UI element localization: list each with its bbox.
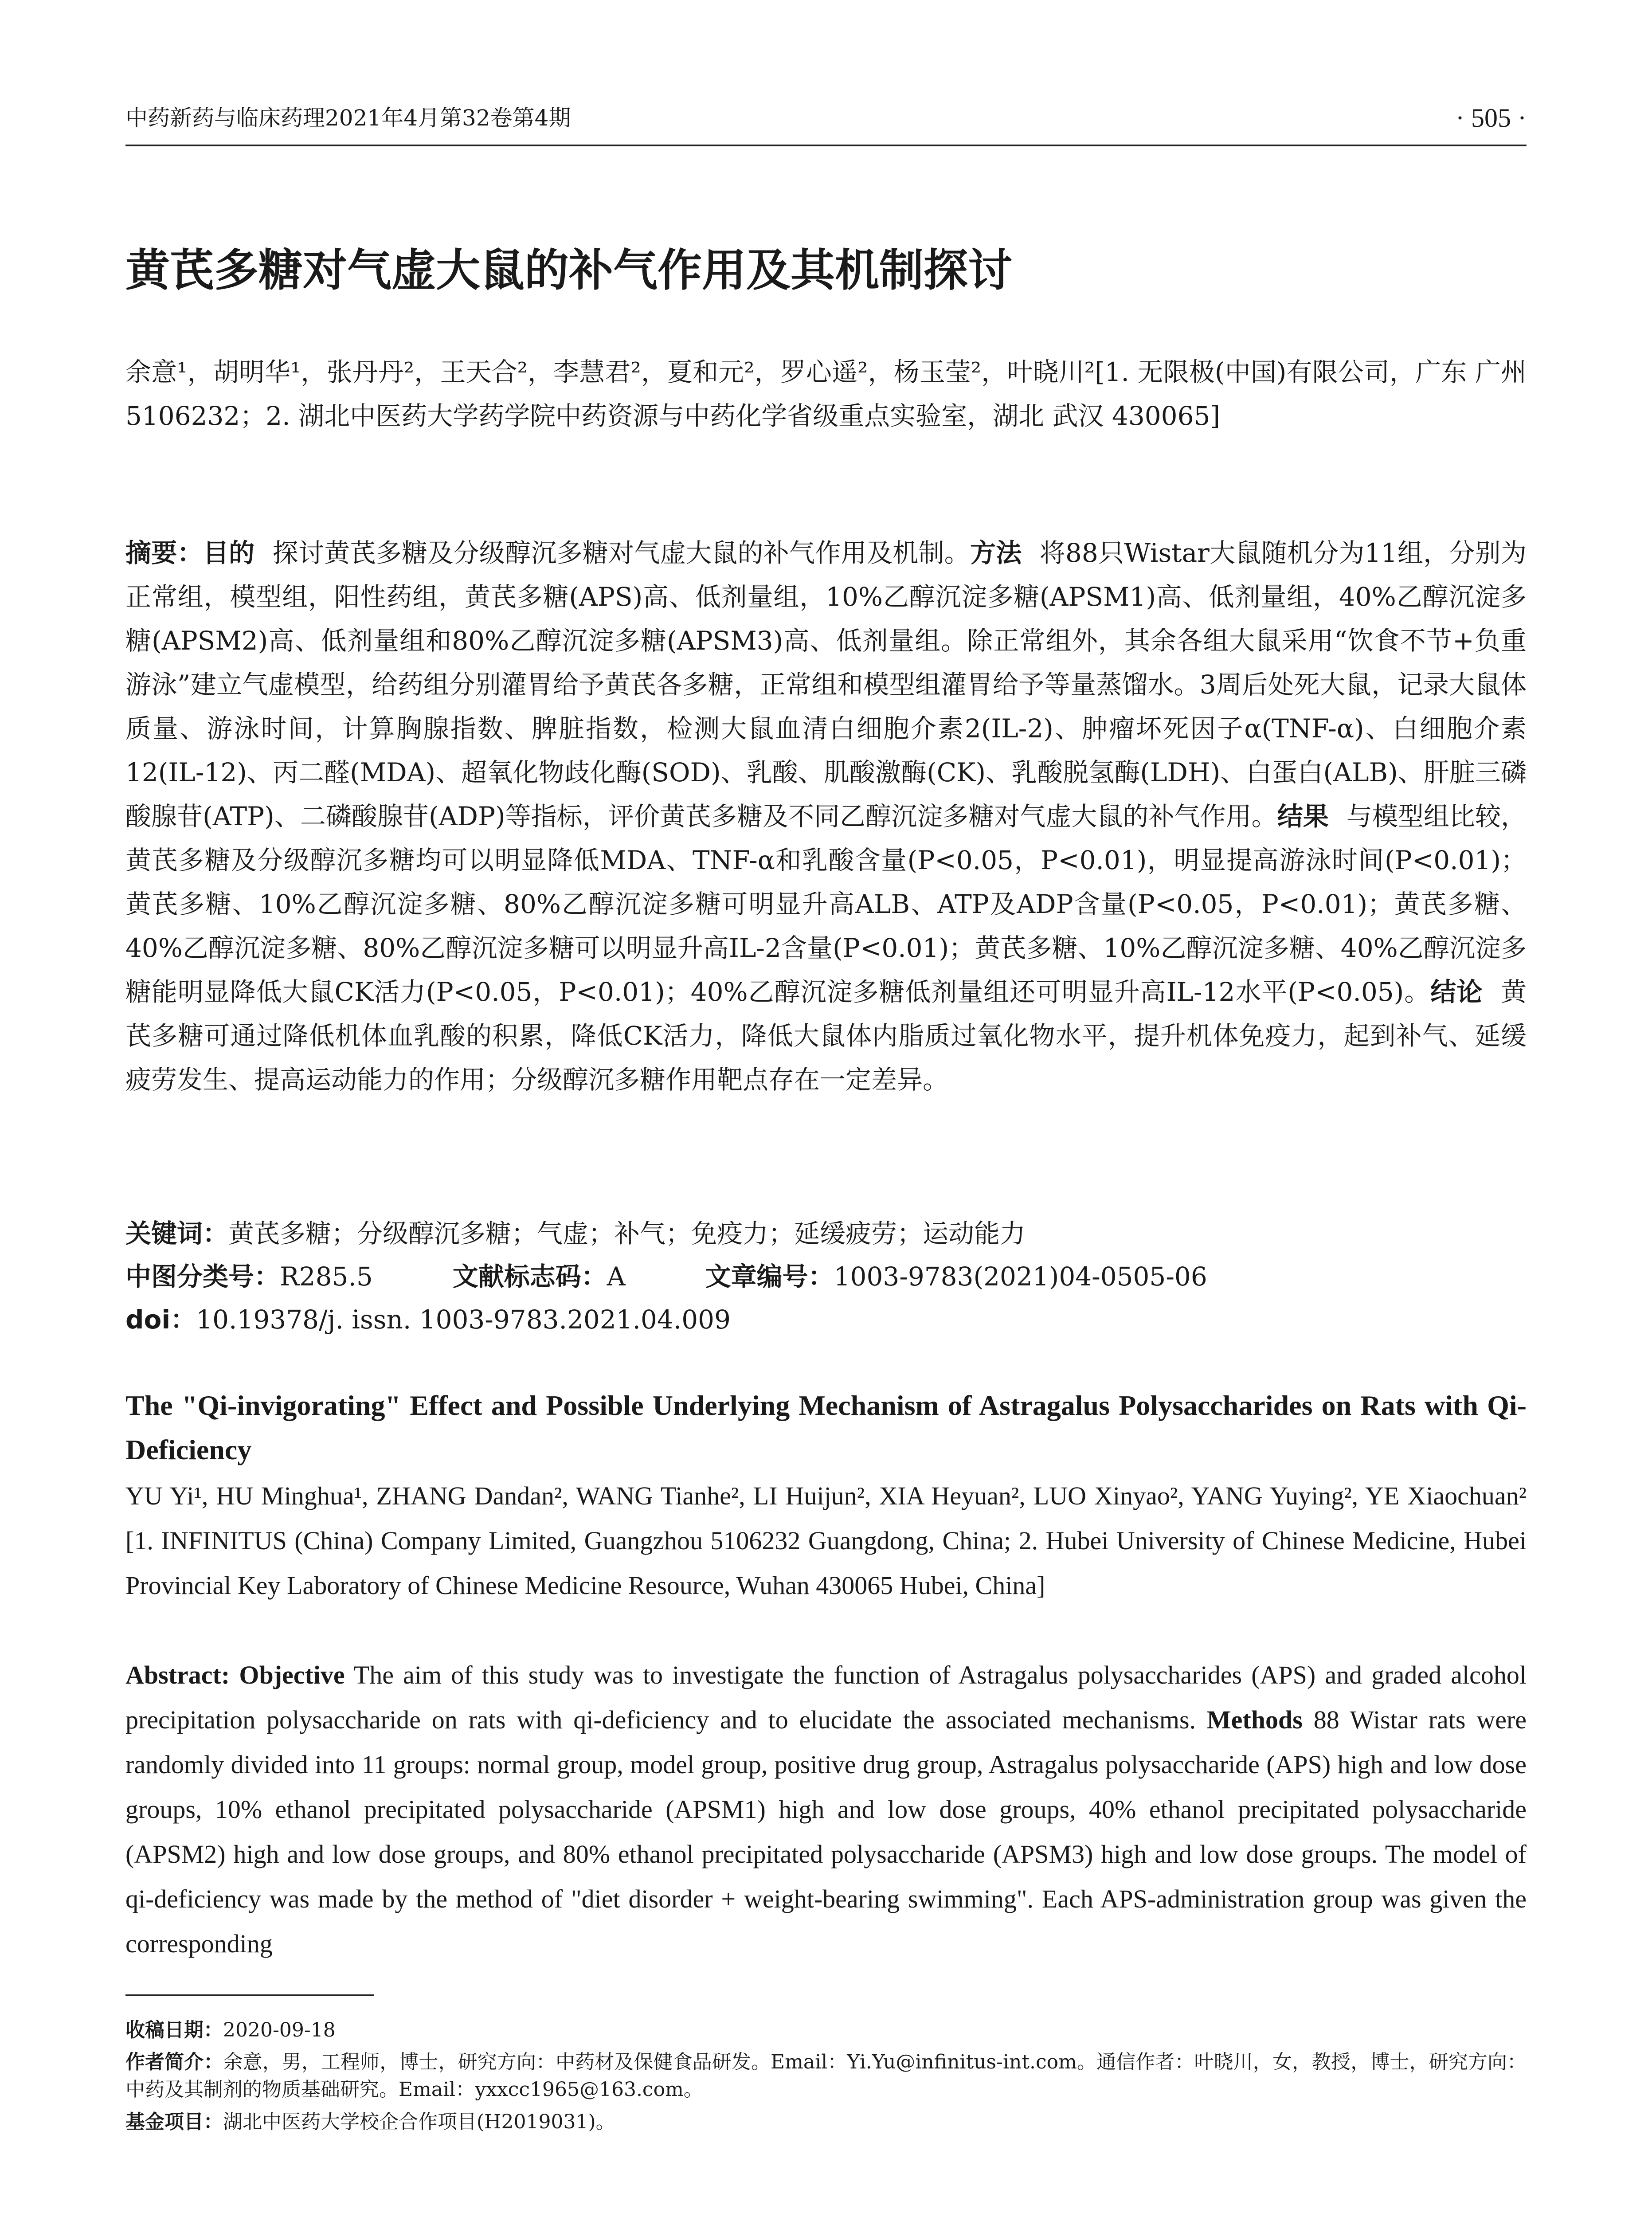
conclusion-text: 黄芪多糖可通过降低机体血乳酸的积累，降低CK活力，降低大鼠体内脂质过氧化物水平，提升机体免疫力，起到补气、延缓疲劳发生、提高运动能力的作用；分级醇沉多糖作用靶点存在一定差异。 <box>125 977 1527 1095</box>
results-text: 与模型组比较，黄芪多糖及分级醇沉多糖均可以明显降低MDA、TNF-α和乳酸含量(P<0.05，P<0.01)，明显提高游泳时间(P<0.01)；黄芪多糖、10%乙醇沉淀多糖、80%乙醇沉淀多糖可明显升高ALB、ATP及ADP含量(P<0.05，P<0.01)；黄芪多糖、40%乙醇沉淀多糖、80%乙醇沉淀多糖可以明显升高IL-2含量(P<0.01)；黄芪多糖、10%乙醇沉淀多糖、40%乙醇沉淀多糖能明显降低大鼠CK活力(P<0.05，P<0.01)；40%乙醇沉淀多糖低剂量组还可明显升高IL-12水平(P<0.05)。 <box>125 801 1527 1007</box>
doi-line <box>125 1298 1527 1342</box>
objective-en-label: Objective <box>239 1661 345 1689</box>
title-english: The "Qi-invigorating" Effect and Possible Underlying Mechanism of Astragalus Polysaccharides on Rats with Qi-Deficiency <box>125 1390 1527 1465</box>
received-value: 2020-09-18 <box>223 2019 336 2041</box>
footnote-fund <box>125 2108 1527 2136</box>
fund-label: 基金项目： <box>125 2111 223 2133</box>
methods-en-label: Methods <box>1206 1705 1303 1734</box>
footnote-divider <box>125 1994 374 1996</box>
footnote-author <box>125 2049 1527 2103</box>
abstract-label: 摘要： <box>125 538 203 568</box>
doi-value: 10.19378/j. issn. 1003-9783.2021.04.009 <box>196 1304 731 1335</box>
keywords-text: 黄芪多糖；分级醇沉多糖；气虚；补气；免疫力；延缓疲劳；运动能力 <box>228 1218 1026 1249</box>
footnote-received <box>125 2017 1527 2044</box>
abstract-english <box>125 1653 1527 1966</box>
authors-chinese: 余意¹，胡明华¹，张丹丹²，王天合²，李慧君²，夏和元²，罗心遥²，杨玉莹²，叶晓川²[1. 无限极(中国)有限公司，广东 广州 5106232；2. 湖北中医药大学药学院中药资源与中药化学省级重点实验室，湖北 武汉 430065] <box>125 357 1527 431</box>
title-chinese: 黄芪多糖对气虚大鼠的补气作用及其机制探讨 <box>125 244 1012 296</box>
clc-label: 中图分类号： <box>125 1261 280 1292</box>
methods-text: 将88只Wistar大鼠随机分为11组，分别为正常组，模型组，阳性药组，黄芪多糖(APS)高、低剂量组，10%乙醇沉淀多糖(APSM1)高、低剂量组，40%乙醇沉淀多糖(APSM2)高、低剂量组和80%乙醇沉淀多糖(APSM3)高、低剂量组。除正常组外，其余各组大鼠采用“饮食不节+负重游泳”建立气虚模型，给药组分别灌胃给予黄芪各多糖，正常组和模型组灌胃给予等量蒸馏水。3周后处死大鼠，记录大鼠体质量、游泳时间，计算胸腺指数、脾脏指数，检测大鼠血清白细胞介素2(IL-2)、肿瘤坏死因子α(TNF-α)、白细胞介素12(IL-12)、丙二醛(MDA)、超氧化物歧化酶(SOD)、乳酸、肌酸激酶(CK)、乳酸脱氢酶(LDH)、白蛋白(ALB)、肝脏三磷酸腺苷(ATP)、二磷酸腺苷(ADP)等指标，评价黄芪多糖及不同乙醇沉淀多糖对气虚大鼠的补气作用。 <box>125 538 1527 831</box>
author-bio-text: 余意，男，工程师，博士，研究方向：中药材及保健食品研发。Email：Yi.Yu@infinitus-int.com。通信作者：叶晓川，女，教授，博士，研究方向：中药及其制剂的物质基础研究。Email：yxxcc1965@163.com。 <box>125 2051 1527 2101</box>
doi-label: doi： <box>125 1304 196 1335</box>
received-label: 收稿日期： <box>125 2019 223 2041</box>
abstract-en-label: Abstract: <box>125 1661 230 1689</box>
doc-code-label: 文献标志码： <box>452 1261 607 1292</box>
fund-text: 湖北中医药大学校企合作项目(H2019031)。 <box>223 2111 615 2133</box>
author-bio-label: 作者简介： <box>125 2051 223 2073</box>
results-label: 结果 <box>1277 801 1329 831</box>
keywords <box>125 1212 1527 1256</box>
clc-value: R285.5 <box>280 1261 373 1292</box>
keywords-label: 关键词： <box>125 1218 229 1249</box>
abstract-chinese <box>125 531 1527 1102</box>
objective-label: 目的 <box>203 538 255 568</box>
objective-text: 探讨黄芪多糖及分级醇沉多糖对气虚大鼠的补气作用及机制。 <box>272 538 970 568</box>
authors-english: YU Yi¹, HU Minghua¹, ZHANG Dandan², WANG Tianhe², LI Huijun², XIA Heyuan², LUO Xinyao², YANG Yuying², YE Xiaochuan² [1. INFINITUS (China) Company Limited, Guangzhou 5106232 Guangdong, China; 2. Hubei University of Chinese Medicine, Hubei Provincial Key Laboratory of Chinese Medicine Resource, Wuhan 430065 Hubei, China] <box>125 1481 1527 1600</box>
running-header <box>125 105 1527 146</box>
classification-line <box>125 1255 1527 1299</box>
page-number: · 505 · <box>1456 103 1527 133</box>
article-number-label: 文章编号： <box>705 1261 834 1292</box>
article-number-value: 1003-9783(2021)04-0505-06 <box>834 1261 1207 1292</box>
methods-label: 方法 <box>970 538 1022 568</box>
doc-code-value: A <box>607 1261 626 1292</box>
conclusion-label: 结论 <box>1430 977 1483 1007</box>
objective-en-text: The aim of this study was to investigate the function of Astragalus polysaccharides (APS) and graded alcohol precipitation polysaccharide on rats with qi-deficiency and to elucidate the associated mechanisms. <box>125 1661 1527 1734</box>
journal-name: 中药新药与临床药理2021年4月第32卷第4期 <box>125 105 571 131</box>
methods-en-text: 88 Wistar rats were randomly divided into 11 groups: normal group, model group, positive drug group, Astragalus polysaccharide (APS) high and low dose groups, 10% ethanol precipitated polysaccharide (APSM1) high and low dose groups, 40% ethanol precipitated polysaccharide (APSM2) high and low dose groups, and 80% ethanol precipitated polysaccharide (APSM3) high and low dose groups. The model of qi-deficiency was made by the method of "diet disorder + weight-bearing swimming". Each APS-administration group was given the corresponding <box>125 1705 1527 1958</box>
